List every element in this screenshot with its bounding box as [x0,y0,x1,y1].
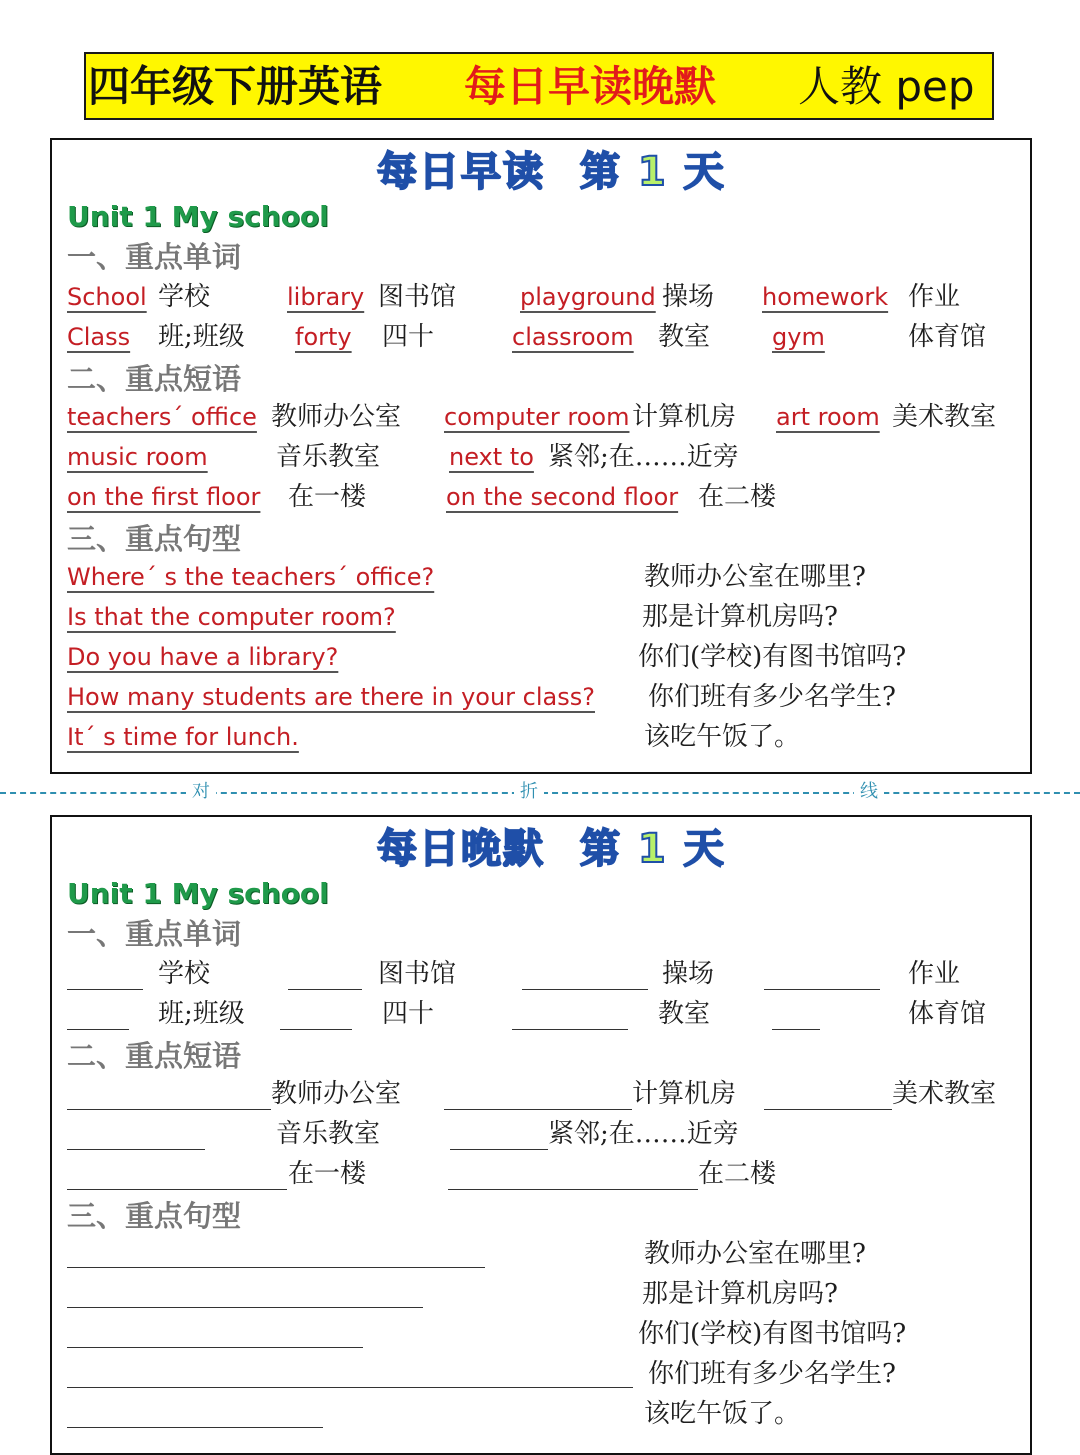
phrase-zh: 紧邻;在……近旁 [548,442,739,472]
sentence-zh: 你们(学校)有图书馆吗? [638,642,907,672]
sentence-en: Is that the computer room? [67,603,396,631]
answer-blank[interactable] [450,1149,548,1150]
section-phrases-heading: 二、重点短语 [67,362,242,396]
fold-char: 对 [186,781,216,803]
phrase-zh: 在一楼 [288,1159,367,1189]
word-zh: 图书馆 [378,959,457,989]
unit-title: Unit 1 My school [67,200,329,233]
section-sentences-heading: 三、重点句型 [67,522,242,556]
phrase-en: on the second floor [446,483,679,511]
phrase-zh: 在二楼 [698,1159,777,1189]
sentence-en: How many students are there in your class? [67,683,595,711]
phrase-zh: 计算机房 [632,1079,737,1109]
fold-char: 折 [514,781,544,803]
answer-blank[interactable] [444,1109,632,1110]
sentence-zh: 该吃午饭了。 [644,1399,801,1429]
answer-blank[interactable] [67,1029,129,1030]
series-label: 每日早读晚默 [464,62,717,111]
word-zh: 班;班级 [158,322,245,352]
day-title: 第 1 天 [580,149,726,195]
word-zh: 体育馆 [908,322,987,352]
word-zh: 教室 [658,322,711,352]
sentence-zh: 那是计算机房吗? [642,602,838,632]
answer-blank[interactable] [67,1267,485,1268]
sentence-zh: 教师办公室在哪里? [644,1239,866,1269]
word-en: library [287,283,365,311]
answer-blank[interactable] [67,1347,363,1348]
phrase-zh: 音乐教室 [276,1119,381,1149]
word-zh: 教室 [658,999,711,1029]
word-en: homework [762,283,889,311]
answer-blank[interactable] [288,989,362,990]
answer-blank[interactable] [764,989,880,990]
answer-blank[interactable] [67,1387,633,1388]
morning-reading-panel [50,138,1032,774]
word-zh: 班;班级 [158,999,245,1029]
sentence-zh: 你们班有多少名学生? [648,682,896,712]
phrase-zh: 教师办公室 [271,402,402,432]
sentence-zh: 你们班有多少名学生? [648,1359,896,1389]
answer-blank[interactable] [772,1029,820,1030]
phrase-en: on the first floor [67,483,261,511]
answer-blank[interactable] [67,1427,323,1428]
phrase-zh: 计算机房 [632,402,737,432]
word-zh: 图书馆 [378,282,457,312]
phrase-zh: 紧邻;在……近旁 [548,1119,739,1149]
phrase-zh: 音乐教室 [276,442,381,472]
answer-blank[interactable] [764,1109,892,1110]
word-zh: 学校 [158,959,211,989]
evening-title: 每日晚默 [377,826,545,872]
word-zh: 作业 [908,282,961,312]
word-en: School [67,283,147,311]
day-title: 第 1 天 [580,826,726,872]
answer-blank[interactable] [67,1149,205,1150]
phrase-en: next to [449,443,534,471]
sentence-en: It´ s time for lunch. [67,723,299,751]
answer-blank[interactable] [67,1307,423,1308]
sentence-zh: 教师办公室在哪里? [644,562,866,592]
word-zh: 操场 [662,959,715,989]
word-zh: 体育馆 [908,999,987,1029]
word-zh: 四十 [382,999,435,1029]
word-en: classroom [512,323,634,351]
word-zh: 四十 [382,322,435,352]
word-en: forty [295,323,352,351]
evening-dictation-panel [50,815,1032,1455]
answer-blank[interactable] [67,1109,271,1110]
word-en: gym [772,323,825,351]
section-words-heading: 一、重点单词 [67,240,242,274]
section-words-heading: 一、重点单词 [67,917,242,951]
answer-blank[interactable] [67,989,143,990]
section-phrases-heading: 二、重点短语 [67,1039,242,1073]
phrase-zh: 美术教室 [892,1079,997,1109]
answer-blank[interactable] [280,1029,352,1030]
sentence-en: Do you have a library? [67,643,339,671]
word-zh: 作业 [908,959,961,989]
edition-label: 人教 pep [798,62,975,111]
phrase-zh: 在一楼 [288,482,367,512]
word-zh: 学校 [158,282,211,312]
answer-blank[interactable] [448,1189,698,1190]
fold-char: 线 [854,781,884,803]
phrase-en: music room [67,443,208,471]
phrase-zh: 教师办公室 [271,1079,402,1109]
word-zh: 操场 [662,282,715,312]
header-banner [84,52,994,120]
answer-blank[interactable] [512,1029,628,1030]
sentence-zh: 该吃午饭了。 [644,722,801,752]
sentence-en: Where´ s the teachers´ office? [67,563,435,591]
morning-title: 每日早读 [377,149,545,195]
section-sentences-heading: 三、重点句型 [67,1199,242,1233]
sentence-zh: 你们(学校)有图书馆吗? [638,1319,907,1349]
sentence-zh: 那是计算机房吗? [642,1279,838,1309]
answer-blank[interactable] [522,989,648,990]
phrase-zh: 在二楼 [698,482,777,512]
phrase-en: computer room [444,403,630,431]
word-en: Class [67,323,131,351]
unit-title: Unit 1 My school [67,877,329,910]
grade-label: 四年级下册英语 [88,62,383,111]
phrase-en: art room [776,403,880,431]
answer-blank[interactable] [67,1189,287,1190]
word-en: playground [520,283,656,311]
phrase-zh: 美术教室 [892,402,997,432]
phrase-en: teachers´ office [67,403,257,431]
